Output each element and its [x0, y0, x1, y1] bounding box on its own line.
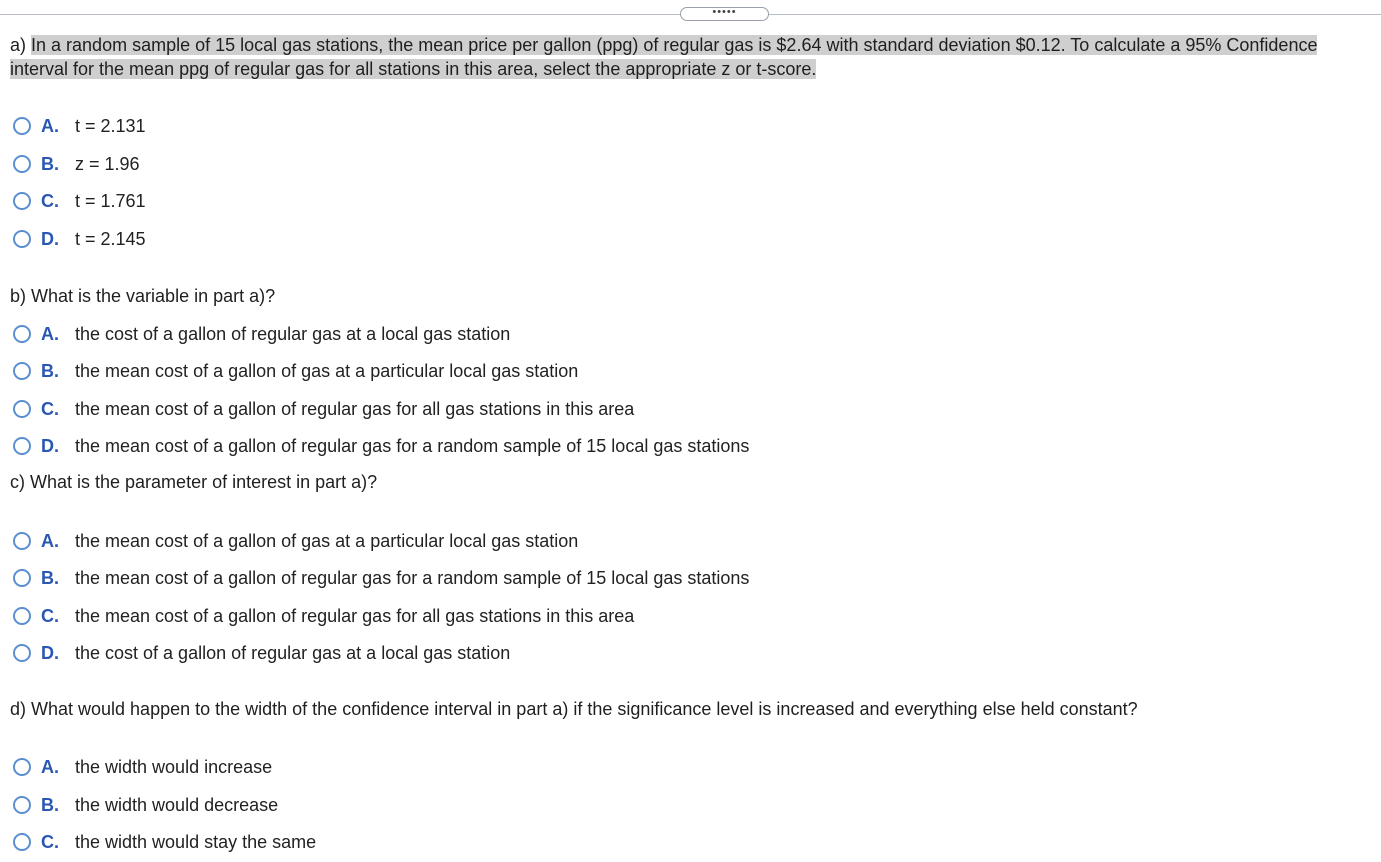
option-a-A[interactable] [13, 114, 146, 138]
option-text: t = 2.131 [75, 115, 146, 136]
option-text: the mean cost of a gallon of gas at a particular local gas station [75, 530, 579, 551]
option-letter: C. [41, 831, 59, 852]
option-text: the width would increase [75, 756, 273, 777]
option-c-B[interactable] [13, 566, 749, 590]
option-letter: B. [41, 153, 59, 174]
option-letter: B. [41, 360, 59, 381]
option-b-D[interactable] [13, 434, 749, 458]
option-c-A[interactable] [13, 529, 578, 553]
option-text: t = 2.145 [75, 228, 146, 249]
option-letter: A. [41, 756, 59, 777]
radio-button[interactable] [13, 362, 31, 380]
radio-button[interactable] [13, 230, 31, 248]
radio-button[interactable] [13, 325, 31, 343]
radio-button[interactable] [13, 607, 31, 625]
radio-button[interactable] [13, 532, 31, 550]
option-text: the cost of a gallon of regular gas at a local gas station [75, 323, 511, 344]
option-letter: C. [41, 190, 59, 211]
option-b-C[interactable] [13, 397, 634, 421]
option-a-B[interactable] [13, 152, 140, 176]
option-letter: C. [41, 605, 59, 626]
question-b-text: b) What is the variable in part a)? [10, 286, 276, 306]
expand-handle[interactable]: ••••• [680, 7, 769, 21]
option-text: the cost of a gallon of regular gas at a local gas station [75, 642, 511, 663]
option-text: the mean cost of a gallon of regular gas for all gas stations in this area [75, 398, 635, 419]
option-d-A[interactable] [13, 755, 272, 779]
option-c-C[interactable] [13, 604, 634, 628]
option-c-D[interactable] [13, 641, 510, 665]
option-text: the width would stay the same [75, 831, 317, 852]
radio-button[interactable] [13, 155, 31, 173]
option-a-D[interactable] [13, 227, 146, 251]
radio-button[interactable] [13, 833, 31, 851]
question-c-text: c) What is the parameter of interest in part a)? [10, 472, 378, 492]
radio-button[interactable] [13, 437, 31, 455]
radio-button[interactable] [13, 644, 31, 662]
question-a-text [10, 33, 1345, 81]
option-text: the mean cost of a gallon of gas at a particular local gas station [75, 360, 579, 381]
option-d-B[interactable] [13, 793, 278, 817]
radio-button[interactable] [13, 796, 31, 814]
option-b-B[interactable] [13, 359, 578, 383]
option-letter: A. [41, 530, 59, 551]
option-b-A[interactable] [13, 322, 510, 346]
option-letter: B. [41, 567, 59, 588]
option-text: the mean cost of a gallon of regular gas for all gas stations in this area [75, 605, 635, 626]
option-d-C[interactable] [13, 830, 316, 854]
option-text: z = 1.96 [75, 153, 140, 174]
option-letter: D. [41, 642, 59, 663]
radio-button[interactable] [13, 400, 31, 418]
radio-button[interactable] [13, 117, 31, 135]
option-text: t = 1.761 [75, 190, 146, 211]
question-a [10, 33, 1345, 81]
option-letter: A. [41, 115, 59, 136]
question-d-text: d) What would happen to the width of the confidence interval in part a) if the significance level is increased and everything else held constant? [10, 699, 1138, 719]
option-letter: D. [41, 435, 59, 456]
radio-button[interactable] [13, 758, 31, 776]
option-letter: D. [41, 228, 59, 249]
option-a-C[interactable] [13, 189, 146, 213]
option-letter: B. [41, 794, 59, 815]
option-text: the mean cost of a gallon of regular gas for a random sample of 15 local gas stations [75, 567, 750, 588]
option-letter: A. [41, 323, 59, 344]
option-letter: C. [41, 398, 59, 419]
radio-button[interactable] [13, 192, 31, 210]
option-text: the width would decrease [75, 794, 279, 815]
option-text: the mean cost of a gallon of regular gas for a random sample of 15 local gas stations [75, 435, 750, 456]
question-a-highlighted-text: In a random sample of 15 local gas stations, the mean price per gallon (ppg) of regular gas is $2.64 with standard deviation $0.12. To calculate a 95% Confidence interval for the mean ppg of regular gas for all stations in this area, select the appropriate z or t-score. [10, 35, 1318, 79]
question-a-prefix: a) [10, 35, 32, 55]
radio-button[interactable] [13, 569, 31, 587]
